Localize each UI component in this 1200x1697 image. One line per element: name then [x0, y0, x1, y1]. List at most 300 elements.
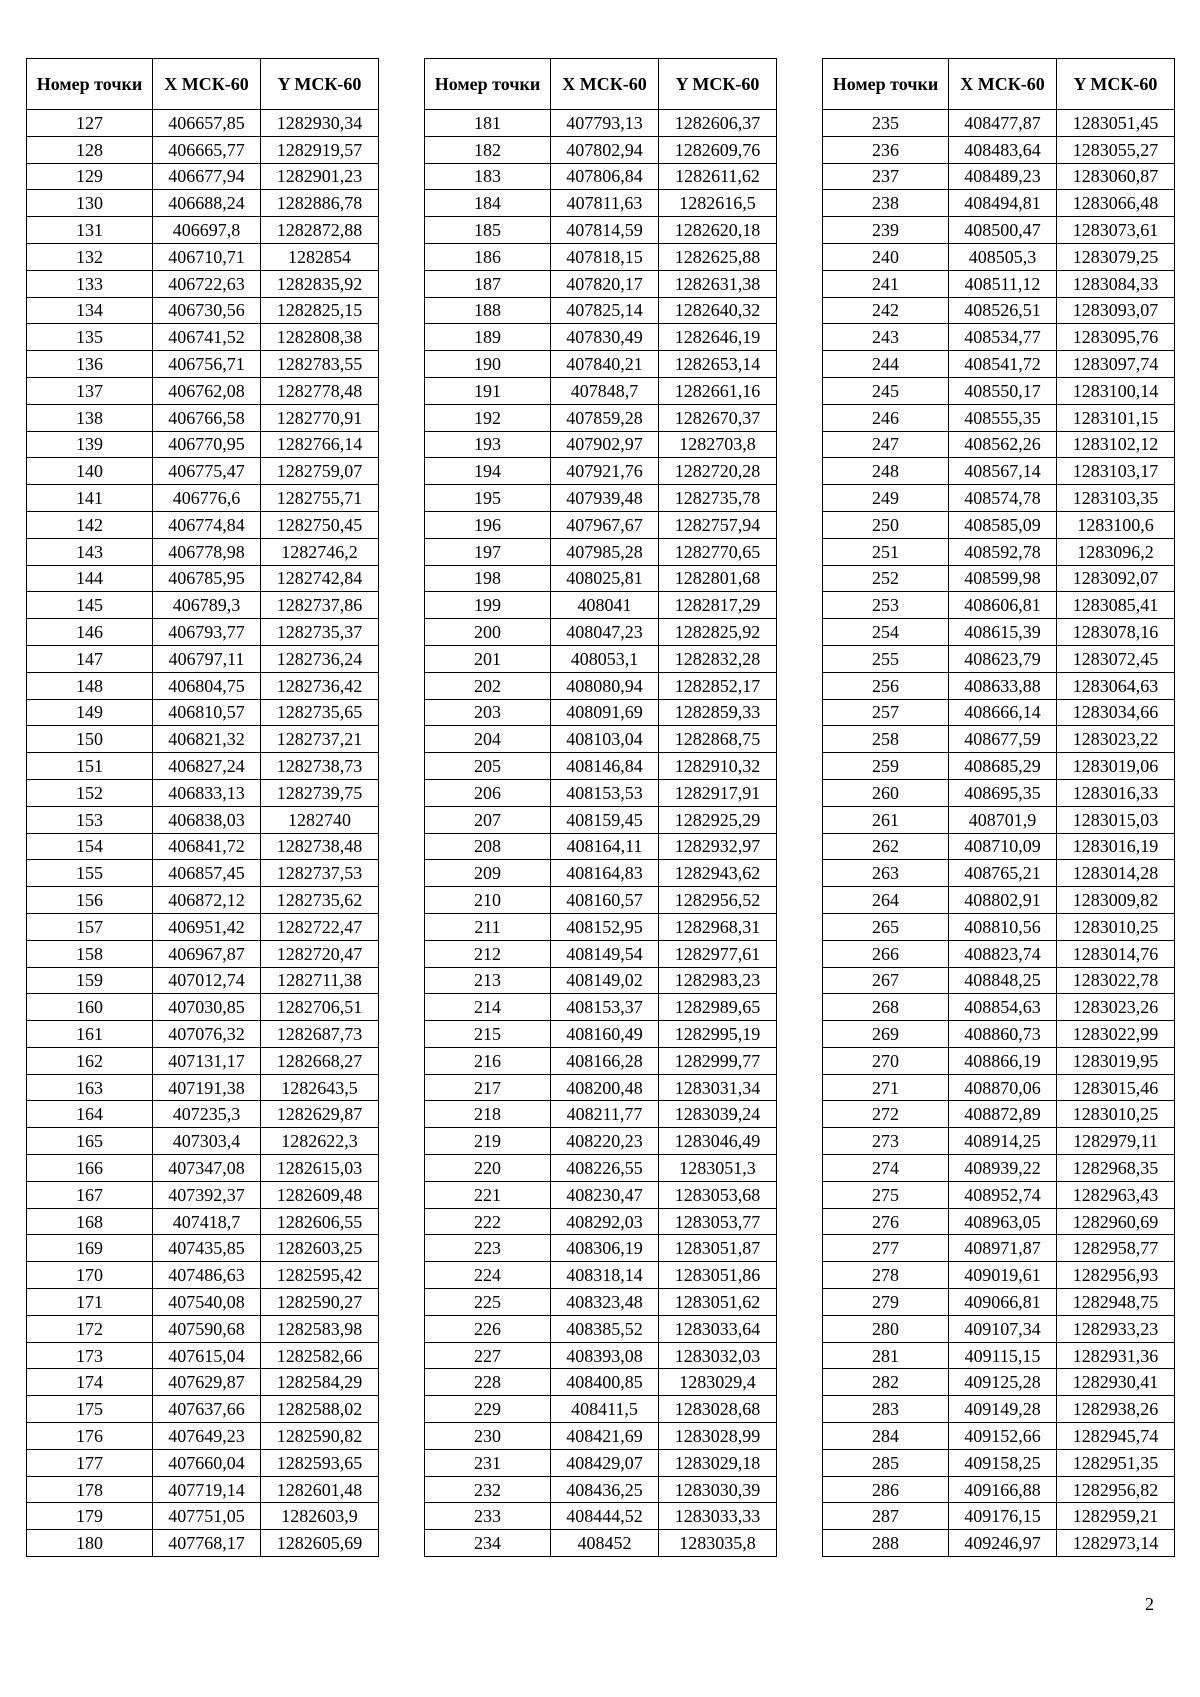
cell-x: 409176,15	[949, 1503, 1057, 1530]
cell-point-number: 152	[27, 779, 153, 806]
cell-y: 1282901,23	[261, 163, 379, 190]
table-row	[823, 163, 1175, 190]
cell-y: 1282583,98	[261, 1315, 379, 1342]
cell-y: 1283033,33	[659, 1503, 777, 1530]
cell-y: 1283096,2	[1057, 538, 1175, 565]
cell-x: 407818,15	[551, 243, 659, 270]
cell-x: 408393,08	[551, 1342, 659, 1369]
cell-x: 408526,51	[949, 297, 1057, 324]
cell-point-number: 278	[823, 1262, 949, 1289]
cell-point-number: 282	[823, 1369, 949, 1396]
cell-point-number: 165	[27, 1128, 153, 1155]
cell-point-number: 237	[823, 163, 949, 190]
cell-point-number: 157	[27, 913, 153, 940]
cell-point-number: 185	[425, 217, 551, 244]
cell-x: 408810,56	[949, 913, 1057, 940]
cell-point-number: 269	[823, 1021, 949, 1048]
table-row	[27, 592, 379, 619]
table-row	[823, 1423, 1175, 1450]
table-row	[823, 1074, 1175, 1101]
table-row	[425, 458, 777, 485]
cell-point-number: 212	[425, 940, 551, 967]
cell-x: 407660,04	[153, 1449, 261, 1476]
cell-x: 408483,64	[949, 136, 1057, 163]
cell-point-number: 252	[823, 565, 949, 592]
cell-point-number: 241	[823, 270, 949, 297]
table-row	[823, 1155, 1175, 1182]
cell-x: 407615,04	[153, 1342, 261, 1369]
cell-x: 408166,28	[551, 1047, 659, 1074]
cell-y: 1282603,9	[261, 1503, 379, 1530]
table-row	[27, 163, 379, 190]
cell-y: 1282778,48	[261, 377, 379, 404]
cell-x: 408153,37	[551, 994, 659, 1021]
cell-y: 1282770,65	[659, 538, 777, 565]
cell-x: 406833,13	[153, 779, 261, 806]
table-row	[27, 1449, 379, 1476]
cell-y: 1282825,92	[659, 619, 777, 646]
cell-y: 1282735,62	[261, 887, 379, 914]
cell-y: 1282979,11	[1057, 1128, 1175, 1155]
cell-point-number: 213	[425, 967, 551, 994]
cell-x: 407191,38	[153, 1074, 261, 1101]
cell-y: 1283072,45	[1057, 645, 1175, 672]
cell-point-number: 258	[823, 726, 949, 753]
cell-x: 408436,25	[551, 1476, 659, 1503]
table-row	[425, 672, 777, 699]
cell-y: 1282759,07	[261, 458, 379, 485]
cell-y: 1283093,07	[1057, 297, 1175, 324]
cell-point-number: 226	[425, 1315, 551, 1342]
cell-y: 1282711,38	[261, 967, 379, 994]
table-row	[27, 485, 379, 512]
cell-x: 407076,32	[153, 1021, 261, 1048]
cell-y: 1282740	[261, 806, 379, 833]
cell-point-number: 195	[425, 485, 551, 512]
cell-point-number: 210	[425, 887, 551, 914]
cell-y: 1283022,78	[1057, 967, 1175, 994]
cell-point-number: 244	[823, 351, 949, 378]
cell-y: 1282938,26	[1057, 1396, 1175, 1423]
cell-x: 408870,06	[949, 1074, 1057, 1101]
cell-x: 408939,22	[949, 1155, 1057, 1182]
header-x: X МСК-60	[949, 59, 1057, 110]
cell-y: 1283051,86	[659, 1262, 777, 1289]
cell-point-number: 274	[823, 1155, 949, 1182]
cell-y: 1283014,28	[1057, 860, 1175, 887]
cell-x: 406756,71	[153, 351, 261, 378]
cell-y: 1282746,2	[261, 538, 379, 565]
cell-x: 407820,17	[551, 270, 659, 297]
cell-y: 1282835,92	[261, 270, 379, 297]
table-row	[425, 1074, 777, 1101]
cell-point-number: 219	[425, 1128, 551, 1155]
cell-y: 1282956,93	[1057, 1262, 1175, 1289]
cell-point-number: 230	[425, 1423, 551, 1450]
cell-y: 1282783,55	[261, 351, 379, 378]
cell-x: 407806,84	[551, 163, 659, 190]
cell-y: 1282706,51	[261, 994, 379, 1021]
cell-y: 1282956,52	[659, 887, 777, 914]
cell-y: 1282948,75	[1057, 1289, 1175, 1316]
cell-y: 1283060,87	[1057, 163, 1175, 190]
cell-y: 1283092,07	[1057, 565, 1175, 592]
cell-point-number: 142	[27, 511, 153, 538]
cell-x: 406730,56	[153, 297, 261, 324]
cell-point-number: 133	[27, 270, 153, 297]
cell-y: 1282622,3	[261, 1128, 379, 1155]
cell-y: 1283022,99	[1057, 1021, 1175, 1048]
cell-y: 1283046,49	[659, 1128, 777, 1155]
cell-x: 408230,47	[551, 1181, 659, 1208]
cell-point-number: 253	[823, 592, 949, 619]
header-point-number: Номер точки	[425, 59, 551, 110]
table-row	[27, 645, 379, 672]
cell-y: 1282670,37	[659, 404, 777, 431]
table-row	[425, 1289, 777, 1316]
cell-y: 1283051,45	[1057, 110, 1175, 137]
header-y: Y МСК-60	[659, 59, 777, 110]
cell-point-number: 145	[27, 592, 153, 619]
cell-y: 1282737,53	[261, 860, 379, 887]
cell-point-number: 207	[425, 806, 551, 833]
table-row	[27, 726, 379, 753]
cell-point-number: 239	[823, 217, 949, 244]
cell-x: 406665,77	[153, 136, 261, 163]
cell-point-number: 141	[27, 485, 153, 512]
table-row	[823, 136, 1175, 163]
cell-x: 408146,84	[551, 753, 659, 780]
table-row	[823, 270, 1175, 297]
cell-y: 1282611,62	[659, 163, 777, 190]
cell-x: 408080,94	[551, 672, 659, 699]
table-row	[425, 297, 777, 324]
cell-x: 408606,81	[949, 592, 1057, 619]
cell-y: 1282603,25	[261, 1235, 379, 1262]
cell-point-number: 259	[823, 753, 949, 780]
cell-x: 406793,77	[153, 619, 261, 646]
cell-point-number: 164	[27, 1101, 153, 1128]
cell-point-number: 266	[823, 940, 949, 967]
cell-point-number: 146	[27, 619, 153, 646]
cell-point-number: 217	[425, 1074, 551, 1101]
cell-x: 408160,57	[551, 887, 659, 914]
cell-y: 1282625,88	[659, 243, 777, 270]
cell-x: 408489,23	[949, 163, 1057, 190]
cell-y: 1282956,82	[1057, 1476, 1175, 1503]
cell-x: 408701,9	[949, 806, 1057, 833]
table-row	[425, 243, 777, 270]
cell-y: 1282755,71	[261, 485, 379, 512]
cell-y: 1282616,5	[659, 190, 777, 217]
cell-y: 1282737,21	[261, 726, 379, 753]
cell-y: 1282742,84	[261, 565, 379, 592]
cell-y: 1282615,03	[261, 1155, 379, 1182]
cell-point-number: 232	[425, 1476, 551, 1503]
header-y: Y МСК-60	[261, 59, 379, 110]
cell-y: 1282930,41	[1057, 1369, 1175, 1396]
table-row	[27, 136, 379, 163]
cell-x: 408802,91	[949, 887, 1057, 914]
cell-x: 406967,87	[153, 940, 261, 967]
cell-y: 1283102,12	[1057, 431, 1175, 458]
cell-y: 1282631,38	[659, 270, 777, 297]
cell-x: 407902,97	[551, 431, 659, 458]
cell-x: 406841,72	[153, 833, 261, 860]
cell-y: 1283032,03	[659, 1342, 777, 1369]
cell-y: 1283053,77	[659, 1208, 777, 1235]
cell-x: 407811,63	[551, 190, 659, 217]
cell-y: 1283103,17	[1057, 458, 1175, 485]
table-row	[425, 1155, 777, 1182]
table-row	[425, 377, 777, 404]
cell-point-number: 180	[27, 1530, 153, 1557]
cell-point-number: 158	[27, 940, 153, 967]
cell-point-number: 260	[823, 779, 949, 806]
cell-x: 408318,14	[551, 1262, 659, 1289]
cell-y: 1282593,65	[261, 1449, 379, 1476]
cell-y: 1282886,78	[261, 190, 379, 217]
cell-point-number: 167	[27, 1181, 153, 1208]
header-x: X МСК-60	[551, 59, 659, 110]
cell-point-number: 163	[27, 1074, 153, 1101]
cell-point-number: 128	[27, 136, 153, 163]
cell-y: 1282973,14	[1057, 1530, 1175, 1557]
cell-point-number: 228	[425, 1369, 551, 1396]
cell-y: 1282859,33	[659, 699, 777, 726]
table-row	[425, 351, 777, 378]
cell-y: 1282750,45	[261, 511, 379, 538]
table-row	[27, 511, 379, 538]
cell-x: 408047,23	[551, 619, 659, 646]
cell-point-number: 246	[823, 404, 949, 431]
cell-point-number: 172	[27, 1315, 153, 1342]
table-row	[823, 351, 1175, 378]
table-row	[823, 833, 1175, 860]
cell-x: 407303,4	[153, 1128, 261, 1155]
table-row	[27, 297, 379, 324]
cell-point-number: 200	[425, 619, 551, 646]
cell-point-number: 129	[27, 163, 153, 190]
cell-y: 1283031,34	[659, 1074, 777, 1101]
cell-x: 408152,95	[551, 913, 659, 940]
cell-point-number: 287	[823, 1503, 949, 1530]
table-row	[823, 1396, 1175, 1423]
cell-y: 1283015,46	[1057, 1074, 1175, 1101]
page-number: 2	[1145, 1594, 1154, 1614]
table-row	[27, 1101, 379, 1128]
table-row	[823, 645, 1175, 672]
cell-x: 409125,28	[949, 1369, 1057, 1396]
table-row	[27, 940, 379, 967]
cell-x: 408550,17	[949, 377, 1057, 404]
cell-y: 1283064,63	[1057, 672, 1175, 699]
table-row	[425, 645, 777, 672]
table-row	[425, 511, 777, 538]
cell-y: 1282590,27	[261, 1289, 379, 1316]
table-row	[823, 1208, 1175, 1235]
table-row	[823, 458, 1175, 485]
cell-point-number: 161	[27, 1021, 153, 1048]
cell-x: 408866,19	[949, 1047, 1057, 1074]
cell-y: 1282960,69	[1057, 1208, 1175, 1235]
cell-x: 407392,37	[153, 1181, 261, 1208]
table-row	[823, 779, 1175, 806]
table-row	[27, 967, 379, 994]
cell-x: 406766,58	[153, 404, 261, 431]
cell-x: 408323,48	[551, 1289, 659, 1316]
table-row	[27, 270, 379, 297]
cell-y: 1282963,43	[1057, 1181, 1175, 1208]
cell-point-number: 288	[823, 1530, 949, 1557]
cell-point-number: 268	[823, 994, 949, 1021]
cell-x: 406827,24	[153, 753, 261, 780]
cell-point-number: 264	[823, 887, 949, 914]
cell-y: 1282983,23	[659, 967, 777, 994]
cell-point-number: 191	[425, 377, 551, 404]
table-row	[27, 833, 379, 860]
table-row	[823, 672, 1175, 699]
cell-x: 408848,25	[949, 967, 1057, 994]
cell-x: 407793,13	[551, 110, 659, 137]
cell-x: 407012,74	[153, 967, 261, 994]
table-row	[27, 1289, 379, 1316]
table-row	[27, 1423, 379, 1450]
cell-point-number: 190	[425, 351, 551, 378]
cell-x: 407840,21	[551, 351, 659, 378]
table-row	[823, 940, 1175, 967]
cell-point-number: 216	[425, 1047, 551, 1074]
cell-y: 1282738,73	[261, 753, 379, 780]
cell-y: 1282601,48	[261, 1476, 379, 1503]
cell-x: 408765,21	[949, 860, 1057, 887]
cell-point-number: 201	[425, 645, 551, 672]
table-row	[425, 592, 777, 619]
cell-point-number: 168	[27, 1208, 153, 1235]
coordinates-table-3	[822, 58, 1175, 1557]
cell-x: 408677,59	[949, 726, 1057, 753]
cell-y: 1283028,68	[659, 1396, 777, 1423]
cell-y: 1283084,33	[1057, 270, 1175, 297]
cell-x: 407719,14	[153, 1476, 261, 1503]
cell-point-number: 267	[823, 967, 949, 994]
table-row	[425, 110, 777, 137]
table-row	[27, 243, 379, 270]
table-row	[823, 324, 1175, 351]
cell-x: 408685,29	[949, 753, 1057, 780]
table-row	[823, 1289, 1175, 1316]
cell-y: 1282951,35	[1057, 1449, 1175, 1476]
cell-point-number: 224	[425, 1262, 551, 1289]
cell-x: 408159,45	[551, 806, 659, 833]
cell-point-number: 283	[823, 1396, 949, 1423]
cell-point-number: 154	[27, 833, 153, 860]
cell-x: 406677,94	[153, 163, 261, 190]
table-row	[425, 726, 777, 753]
cell-point-number: 240	[823, 243, 949, 270]
table-row	[823, 1449, 1175, 1476]
cell-x: 408585,09	[949, 511, 1057, 538]
table-row	[823, 404, 1175, 431]
cell-y: 1282609,48	[261, 1181, 379, 1208]
header-y: Y МСК-60	[1057, 59, 1175, 110]
cell-y: 1282995,19	[659, 1021, 777, 1048]
cell-x: 407802,94	[551, 136, 659, 163]
table-row	[823, 1262, 1175, 1289]
cell-x: 406776,6	[153, 485, 261, 512]
table-row	[823, 913, 1175, 940]
table-row	[27, 110, 379, 137]
cell-x: 406821,32	[153, 726, 261, 753]
table-row	[823, 538, 1175, 565]
cell-x: 406775,47	[153, 458, 261, 485]
cell-x: 409066,81	[949, 1289, 1057, 1316]
cell-x: 408914,25	[949, 1128, 1057, 1155]
cell-x: 406785,95	[153, 565, 261, 592]
table-row	[823, 806, 1175, 833]
table-row	[27, 1208, 379, 1235]
cell-point-number: 206	[425, 779, 551, 806]
cell-y: 1282852,17	[659, 672, 777, 699]
cell-point-number: 135	[27, 324, 153, 351]
table-row	[823, 1235, 1175, 1262]
cell-y: 1282738,48	[261, 833, 379, 860]
cell-x: 408963,05	[949, 1208, 1057, 1235]
table-row	[823, 1047, 1175, 1074]
cell-x: 406770,95	[153, 431, 261, 458]
cell-x: 408091,69	[551, 699, 659, 726]
table-row	[823, 297, 1175, 324]
cell-y: 1282958,77	[1057, 1235, 1175, 1262]
cell-point-number: 215	[425, 1021, 551, 1048]
cell-x: 406774,84	[153, 511, 261, 538]
coordinates-table-2	[424, 58, 777, 1557]
cell-y: 1282646,19	[659, 324, 777, 351]
table-row	[27, 1181, 379, 1208]
cell-y: 1283028,99	[659, 1423, 777, 1450]
cell-point-number: 144	[27, 565, 153, 592]
table-row	[823, 699, 1175, 726]
table-row	[425, 699, 777, 726]
cell-x: 406741,52	[153, 324, 261, 351]
cell-x: 407030,85	[153, 994, 261, 1021]
table-row	[425, 404, 777, 431]
table-row	[823, 377, 1175, 404]
cell-point-number: 229	[425, 1396, 551, 1423]
table-row	[823, 485, 1175, 512]
cell-y: 1283101,15	[1057, 404, 1175, 431]
cell-y: 1282919,57	[261, 136, 379, 163]
cell-x: 408149,02	[551, 967, 659, 994]
cell-y: 1282933,23	[1057, 1315, 1175, 1342]
cell-point-number: 276	[823, 1208, 949, 1235]
table-row	[425, 619, 777, 646]
cell-point-number: 181	[425, 110, 551, 137]
cell-x: 406657,85	[153, 110, 261, 137]
table-row	[823, 726, 1175, 753]
cell-y: 1283014,76	[1057, 940, 1175, 967]
table-row	[823, 592, 1175, 619]
table-row	[27, 619, 379, 646]
table-row	[27, 565, 379, 592]
table-row	[425, 1315, 777, 1342]
cell-point-number: 134	[27, 297, 153, 324]
cell-point-number: 263	[823, 860, 949, 887]
table-row	[425, 967, 777, 994]
cell-x: 406722,63	[153, 270, 261, 297]
cell-point-number: 198	[425, 565, 551, 592]
cell-point-number: 199	[425, 592, 551, 619]
